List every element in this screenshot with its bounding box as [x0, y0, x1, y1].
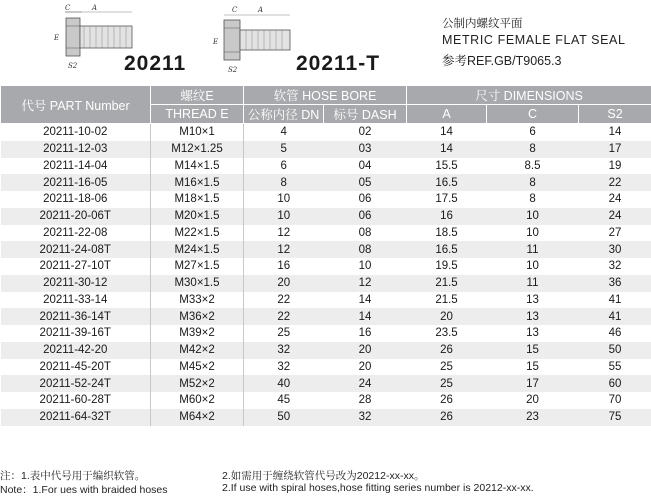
- table-row: [1, 241, 651, 258]
- cell-dash: 10: [324, 258, 407, 275]
- note-2-chinese: 2.如需用于缠绕软管代号改为20212-xx-xx。: [222, 470, 425, 482]
- svg-text:E: E: [54, 34, 60, 42]
- cell-s2: 22: [579, 174, 651, 191]
- cell-a: 19.5: [407, 258, 487, 275]
- cell-dash: 08: [324, 241, 407, 258]
- cell-a: 26: [407, 392, 487, 409]
- svg-text:S2: S2: [68, 62, 78, 70]
- svg-text:C: C: [232, 6, 238, 14]
- cell-part: 20211-12-03: [1, 141, 151, 158]
- cell-dash: 06: [324, 208, 407, 225]
- cell-dash: 24: [324, 375, 407, 392]
- cell-thread: M10×1: [151, 124, 244, 141]
- cell-c: 8: [487, 174, 579, 191]
- cell-thread: M33×2: [151, 292, 244, 309]
- table-row: [1, 275, 651, 292]
- cell-a: 16.5: [407, 174, 487, 191]
- cell-part: 20211-36-14T: [1, 308, 151, 325]
- col-a: A: [407, 105, 487, 124]
- cell-dash: 05: [324, 174, 407, 191]
- cell-thread: M27×1.5: [151, 258, 244, 275]
- table-row: [1, 359, 651, 376]
- cell-thread: M24×1.5: [151, 241, 244, 258]
- cell-c: 10: [487, 258, 579, 275]
- cell-a: 25: [407, 375, 487, 392]
- cell-dash: 04: [324, 158, 407, 175]
- svg-text:A: A: [92, 4, 98, 12]
- cell-s2: 41: [579, 308, 651, 325]
- cell-dn: 50: [244, 409, 324, 426]
- table-row: [1, 375, 651, 392]
- svg-text:S2: S2: [228, 66, 238, 74]
- cell-a: 16: [407, 208, 487, 225]
- title-chinese: 公制内螺纹平面: [442, 18, 523, 30]
- cell-s2: 30: [579, 241, 651, 258]
- cell-a: 21.5: [407, 275, 487, 292]
- table-row: [1, 308, 651, 325]
- table-row: [1, 409, 651, 426]
- cell-part: 20211-33-14: [1, 292, 151, 309]
- col-hose-bore: 软管 HOSE BORE: [244, 86, 407, 105]
- cell-part: 20211-16-05: [1, 174, 151, 191]
- fitting-drawing-20211: [52, 2, 134, 72]
- cell-s2: 24: [579, 208, 651, 225]
- cell-c: 8: [487, 191, 579, 208]
- cell-dash: 12: [324, 275, 407, 292]
- cell-c: 11: [487, 241, 579, 258]
- table-row: [1, 258, 651, 275]
- title-english: METRIC FEMALE FLAT SEAL: [442, 33, 626, 47]
- cell-a: 15.5: [407, 158, 487, 175]
- model-number-20211-t: 20211-T: [296, 52, 381, 75]
- col-dimensions: 尺寸 DIMENSIONS: [407, 86, 651, 105]
- cell-dn: 5: [244, 141, 324, 158]
- cell-part: 20211-22-08: [1, 225, 151, 242]
- cell-part: 20211-45-20T: [1, 359, 151, 376]
- cell-part: 20211-24-08T: [1, 241, 151, 258]
- cell-c: 8.5: [487, 158, 579, 175]
- cell-c: 6: [487, 124, 579, 141]
- cell-c: 20: [487, 392, 579, 409]
- cell-c: 10: [487, 208, 579, 225]
- cell-thread: M30×1.5: [151, 275, 244, 292]
- col-s2: S2: [579, 105, 651, 124]
- cell-part: 20211-52-24T: [1, 375, 151, 392]
- cell-c: 23: [487, 409, 579, 426]
- cell-a: 26: [407, 342, 487, 359]
- table-row: [1, 342, 651, 359]
- svg-text:A: A: [258, 6, 264, 14]
- cell-dash: 32: [324, 409, 407, 426]
- cell-dash: 20: [324, 359, 407, 376]
- cell-dn: 6: [244, 158, 324, 175]
- col-dash: 标号 DASH: [324, 105, 407, 124]
- cell-dn: 20: [244, 275, 324, 292]
- table-row: [1, 141, 651, 158]
- table-row: [1, 191, 651, 208]
- col-thread-en: THREAD E: [151, 105, 244, 124]
- cell-dash: 28: [324, 392, 407, 409]
- cell-c: 11: [487, 275, 579, 292]
- cell-s2: 36: [579, 275, 651, 292]
- table-row: [1, 292, 651, 309]
- cell-a: 16.5: [407, 241, 487, 258]
- cell-thread: M20×1.5: [151, 208, 244, 225]
- svg-text:E: E: [213, 38, 219, 46]
- fitting-drawing-20211-t: [210, 6, 292, 76]
- cell-dn: 8: [244, 174, 324, 191]
- cell-c: 13: [487, 308, 579, 325]
- cell-a: 23.5: [407, 325, 487, 342]
- cell-part: 20211-18-06: [1, 191, 151, 208]
- cell-c: 15: [487, 359, 579, 376]
- cell-s2: 75: [579, 409, 651, 426]
- cell-dash: 14: [324, 292, 407, 309]
- cell-s2: 19: [579, 158, 651, 175]
- table-row: [1, 174, 651, 191]
- col-thread-cn: 螺纹E: [151, 86, 244, 105]
- note-1-chinese: 注：1.表中代号用于编织软管。: [0, 470, 146, 482]
- cell-a: 18.5: [407, 225, 487, 242]
- cell-dn: 25: [244, 325, 324, 342]
- col-dn: 公称内径 DN: [244, 105, 324, 124]
- cell-part: 20211-30-12: [1, 275, 151, 292]
- cell-s2: 70: [579, 392, 651, 409]
- note-1-english: Note：1.For ues with braided hoses: [0, 484, 168, 496]
- cell-dn: 12: [244, 241, 324, 258]
- cell-dn: 22: [244, 308, 324, 325]
- cell-dn: 22: [244, 292, 324, 309]
- cell-thread: M52×2: [151, 375, 244, 392]
- cell-dn: 10: [244, 208, 324, 225]
- cell-a: 20: [407, 308, 487, 325]
- cell-dn: 40: [244, 375, 324, 392]
- svg-text:C: C: [65, 4, 71, 12]
- cell-c: 13: [487, 292, 579, 309]
- cell-s2: 60: [579, 375, 651, 392]
- cell-thread: M36×2: [151, 308, 244, 325]
- cell-part: 20211-42-20: [1, 342, 151, 359]
- cell-part: 20211-14-04: [1, 158, 151, 175]
- col-c: C: [487, 105, 579, 124]
- cell-s2: 50: [579, 342, 651, 359]
- cell-thread: M16×1.5: [151, 174, 244, 191]
- cell-a: 17.5: [407, 191, 487, 208]
- cell-thread: M14×1.5: [151, 158, 244, 175]
- cell-thread: M60×2: [151, 392, 244, 409]
- cell-dn: 45: [244, 392, 324, 409]
- cell-s2: 32: [579, 258, 651, 275]
- table-row: [1, 392, 651, 409]
- cell-thread: M12×1.25: [151, 141, 244, 158]
- cell-part: 20211-39-16T: [1, 325, 151, 342]
- cell-a: 26: [407, 409, 487, 426]
- cell-s2: 55: [579, 359, 651, 376]
- cell-thread: M18×1.5: [151, 191, 244, 208]
- cell-s2: 27: [579, 225, 651, 242]
- cell-part: 20211-10-02: [1, 124, 151, 141]
- cell-dn: 32: [244, 342, 324, 359]
- cell-c: 15: [487, 342, 579, 359]
- table-row: [1, 325, 651, 342]
- cell-thread: M39×2: [151, 325, 244, 342]
- table-row: [1, 208, 651, 225]
- cell-dash: 03: [324, 141, 407, 158]
- cell-part: 20211-20-06T: [1, 208, 151, 225]
- cell-dash: 08: [324, 225, 407, 242]
- table-row: [1, 158, 651, 175]
- cell-a: 14: [407, 124, 487, 141]
- cell-dn: 16: [244, 258, 324, 275]
- cell-dash: 02: [324, 124, 407, 141]
- cell-part: 20211-60-28T: [1, 392, 151, 409]
- note-2-english: 2.If use with spiral hoses,hose fitting series number is 20212-xx-xx.: [222, 482, 534, 494]
- cell-dash: 06: [324, 191, 407, 208]
- cell-a: 25: [407, 359, 487, 376]
- model-number-20211: 20211: [124, 52, 187, 75]
- cell-s2: 17: [579, 141, 651, 158]
- cell-thread: M64×2: [151, 409, 244, 426]
- spec-table: [0, 85, 651, 426]
- cell-s2: 14: [579, 124, 651, 141]
- cell-thread: M45×2: [151, 359, 244, 376]
- cell-c: 10: [487, 225, 579, 242]
- cell-dash: 16: [324, 325, 407, 342]
- cell-dn: 10: [244, 191, 324, 208]
- cell-dash: 14: [324, 308, 407, 325]
- cell-s2: 41: [579, 292, 651, 309]
- cell-s2: 24: [579, 191, 651, 208]
- reference-standard: 参考REF.GB/T9065.3: [442, 54, 562, 68]
- cell-s2: 46: [579, 325, 651, 342]
- cell-c: 8: [487, 141, 579, 158]
- cell-a: 14: [407, 141, 487, 158]
- col-part-number: 代号 PART Number: [1, 86, 151, 124]
- cell-dash: 20: [324, 342, 407, 359]
- cell-a: 21.5: [407, 292, 487, 309]
- cell-part: 20211-64-32T: [1, 409, 151, 426]
- header-row-1: [1, 86, 651, 105]
- table-row: [1, 124, 651, 141]
- cell-thread: M22×1.5: [151, 225, 244, 242]
- table-row: [1, 225, 651, 242]
- cell-dn: 12: [244, 225, 324, 242]
- cell-part: 20211-27-10T: [1, 258, 151, 275]
- cell-c: 13: [487, 325, 579, 342]
- cell-dn: 32: [244, 359, 324, 376]
- product-header: [0, 0, 651, 85]
- cell-c: 17: [487, 375, 579, 392]
- cell-dn: 4: [244, 124, 324, 141]
- cell-thread: M42×2: [151, 342, 244, 359]
